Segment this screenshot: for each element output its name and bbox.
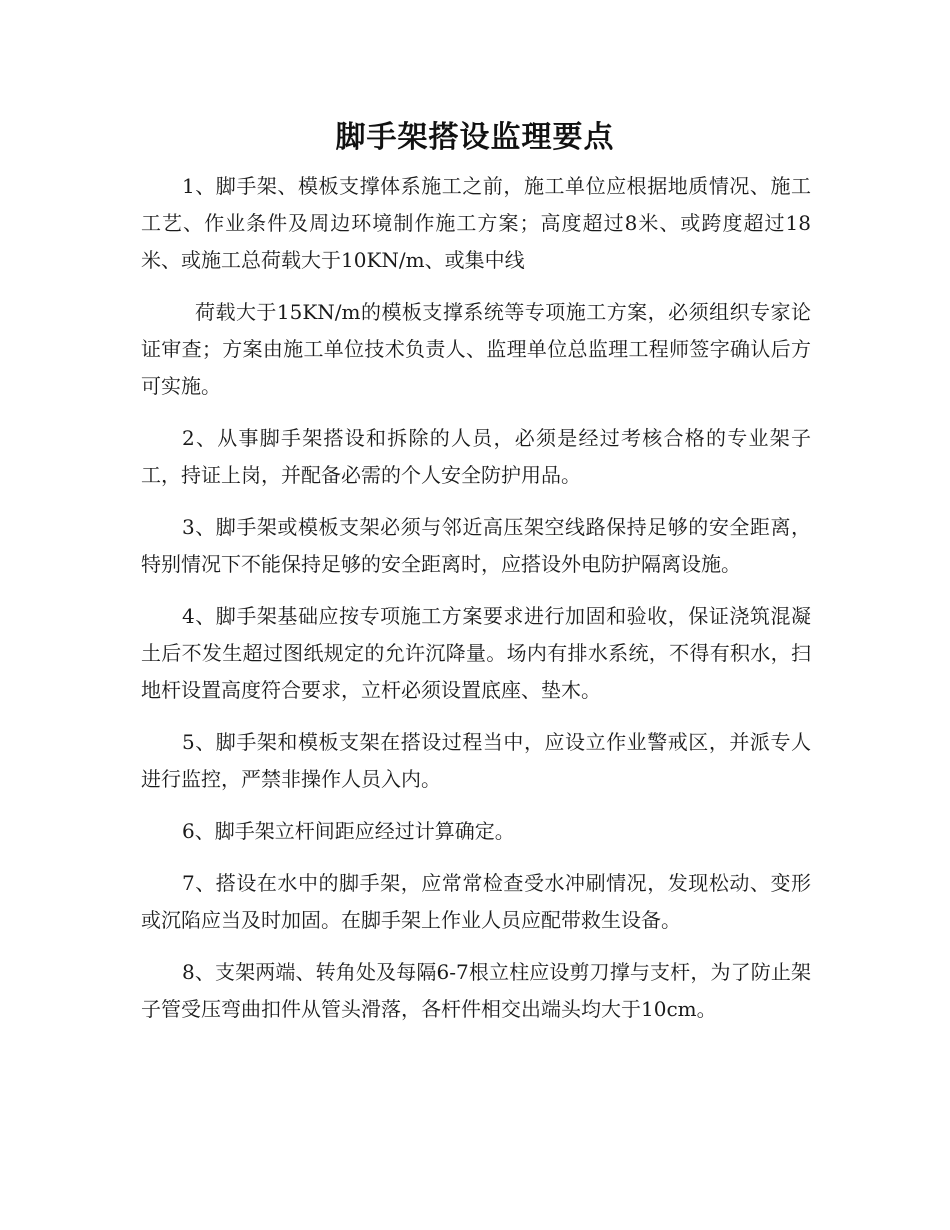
paragraph-8: 8、支架两端、转角处及每隔6-7根立柱应设剪刀撑与支杆，为了防止架子管受压弯曲扣件从管头滑落，各杆件相交出端头均大于10cm。 [141,960,811,1021]
paragraph-3: 3、脚手架或模板支架必须与邻近高压架空线路保持足够的安全距离，特别情况下不能保持足够的安全距离时，应搭设外电防护隔离设施。 [141,515,811,576]
paragraph-1: 1、脚手架、模板支撑体系施工之前，施工单位应根据地质情况、施工工艺、作业条件及周边环境制作施工方案；高度超过8米、或跨度超过18米、或施工总荷载大于10KN/m、或集中线 [141,174,811,272]
paragraph-7: 7、搭设在水中的脚手架，应常常检查受水冲刷情况，发现松动、变形或沉陷应当及时加固。在脚手架上作业人员应配带救生设备。 [141,871,811,932]
paragraph-2: 2、从事脚手架搭设和拆除的人员，必须是经过考核合格的专业架子工，持证上岗，并配备必需的个人安全防护用品。 [141,426,811,487]
document-body [141,168,811,1028]
paragraph-6: 6、脚手架立杆间距应经过计算确定。 [182,819,515,843]
paragraph-4: 4、脚手架基础应按专项施工方案要求进行加固和验收，保证浇筑混凝土后不发生超过图纸规定的允许沉降量。场内有排水系统，不得有积水，扫地杆设置高度符合要求，立杆必须设置底座、垫木。 [141,604,811,702]
document-title: 脚手架搭设监理要点 [335,120,615,155]
paragraph-1-continued: 荷载大于15KN/m的模板支撑系统等专项施工方案，必须组织专家论证审查；方案由施工单位技术负责人、监理单位总监理工程师签字确认后方可实施。 [141,300,811,398]
paragraph-5: 5、脚手架和模板支架在搭设过程当中，应设立作业警戒区，并派专人进行监控，严禁非操作人员入内。 [141,730,811,791]
